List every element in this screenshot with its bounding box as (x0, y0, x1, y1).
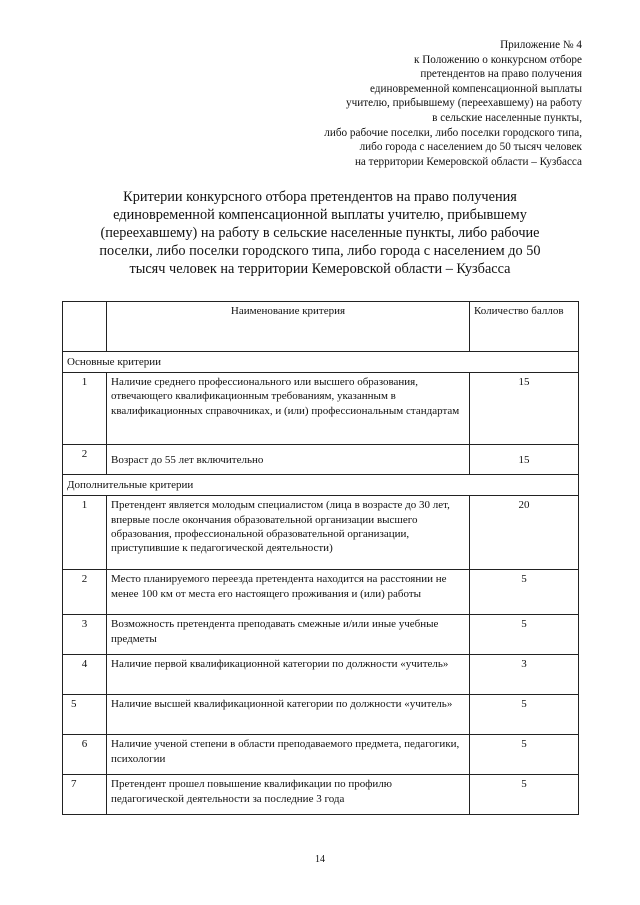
row-points: 15 (470, 373, 579, 445)
row-points: 5 (470, 570, 579, 615)
section-label: Дополнительные критерии (63, 475, 579, 496)
row-num: 1 (63, 496, 107, 570)
document-title (70, 188, 570, 278)
appendix-line: либо города с населением до 50 тысяч человек (359, 141, 582, 154)
section-row-additional (63, 475, 579, 496)
row-num: 7 (63, 775, 107, 815)
row-points: 15 (470, 445, 579, 475)
row-criterion: Претендент является молодым специалистом (лица в возрасте до 30 лет, впервые после окончания образовательной организации высшего образования, профессиональной образовательной организации, приступившие к педагогической деятельности) (107, 496, 470, 570)
row-points: 5 (470, 615, 579, 655)
row-points: 3 (470, 655, 579, 695)
table-row (63, 655, 579, 695)
section-label: Основные критерии (63, 352, 579, 373)
appendix-line: Приложение № 4 (500, 39, 582, 51)
criteria-table (62, 301, 579, 815)
table-row (63, 570, 579, 615)
table-row (63, 775, 579, 815)
section-row-main (63, 352, 579, 373)
appendix-line: претендентов на право получения (420, 68, 582, 81)
row-points: 5 (470, 735, 579, 775)
appendix-line: либо рабочие поселки, либо поселки городского типа, (324, 126, 582, 139)
appendix-block (222, 38, 582, 169)
header-name-cell: Наименование критерия (107, 302, 470, 352)
table-row (63, 695, 579, 735)
table-row (63, 615, 579, 655)
header-num-cell (63, 302, 107, 352)
row-criterion: Возможность претендента преподавать смежные и/или иные учебные предметы (107, 615, 470, 655)
row-num: 2 (63, 445, 107, 475)
title-line: (переехавшему) на работу в сельские населенные пункты, либо рабочие (100, 225, 540, 241)
appendix-line: к Положению о конкурсном отборе (413, 53, 582, 66)
table-header-row (63, 302, 579, 352)
table-row (63, 373, 579, 445)
row-criterion: Наличие среднего профессионального или высшего образования, отвечающего квалификационным требованиям, указанным в квалификационных справочниках, и (или) профессиональным стандартам (107, 373, 470, 445)
row-criterion: Наличие первой квалификационной категории по должности «учитель» (107, 655, 470, 695)
row-criterion: Наличие ученой степени в области преподаваемого предмета, педагогики, психологии (107, 735, 470, 775)
appendix-line: в сельские населенные пункты, (432, 111, 582, 124)
row-criterion: Наличие высшей квалификационной категории по должности «учитель» (107, 695, 470, 735)
page-number: 14 (315, 854, 325, 865)
row-criterion: Место планируемого переезда претендента находится на расстоянии не менее 100 км от места его настоящего проживания и (или) работы (107, 570, 470, 615)
title-line: тысяч человек на территории Кемеровской области – Кузбасса (129, 261, 511, 277)
row-num: 1 (63, 373, 107, 445)
header-points-cell: Количество баллов (470, 302, 579, 352)
row-num: 4 (63, 655, 107, 695)
row-points: 5 (470, 695, 579, 735)
row-criterion: Возраст до 55 лет включительно (107, 445, 470, 475)
title-line: Критерии конкурсного отбора претендентов на право получения (123, 189, 517, 205)
row-num: 2 (63, 570, 107, 615)
appendix-line: учителю, прибывшему (переехавшему) на работу (345, 97, 582, 110)
table-row (63, 445, 579, 475)
table-row (63, 496, 579, 570)
title-line: поселки, либо поселки городского типа, либо города с населением до 50 (99, 243, 541, 259)
row-num: 3 (63, 615, 107, 655)
row-num: 6 (63, 735, 107, 775)
appendix-line: единовременной компенсационной выплаты (369, 82, 582, 95)
title-line: единовременной компенсационной выплаты учителю, прибывшему (113, 207, 527, 223)
row-num: 5 (63, 695, 107, 735)
row-points: 20 (470, 496, 579, 570)
row-points: 5 (470, 775, 579, 815)
row-criterion: Претендент прошел повышение квалификации по профилю педагогической деятельности за последние 3 года (107, 775, 470, 815)
table-row (63, 735, 579, 775)
appendix-line: на территории Кемеровской области – Кузбасса (354, 155, 582, 168)
